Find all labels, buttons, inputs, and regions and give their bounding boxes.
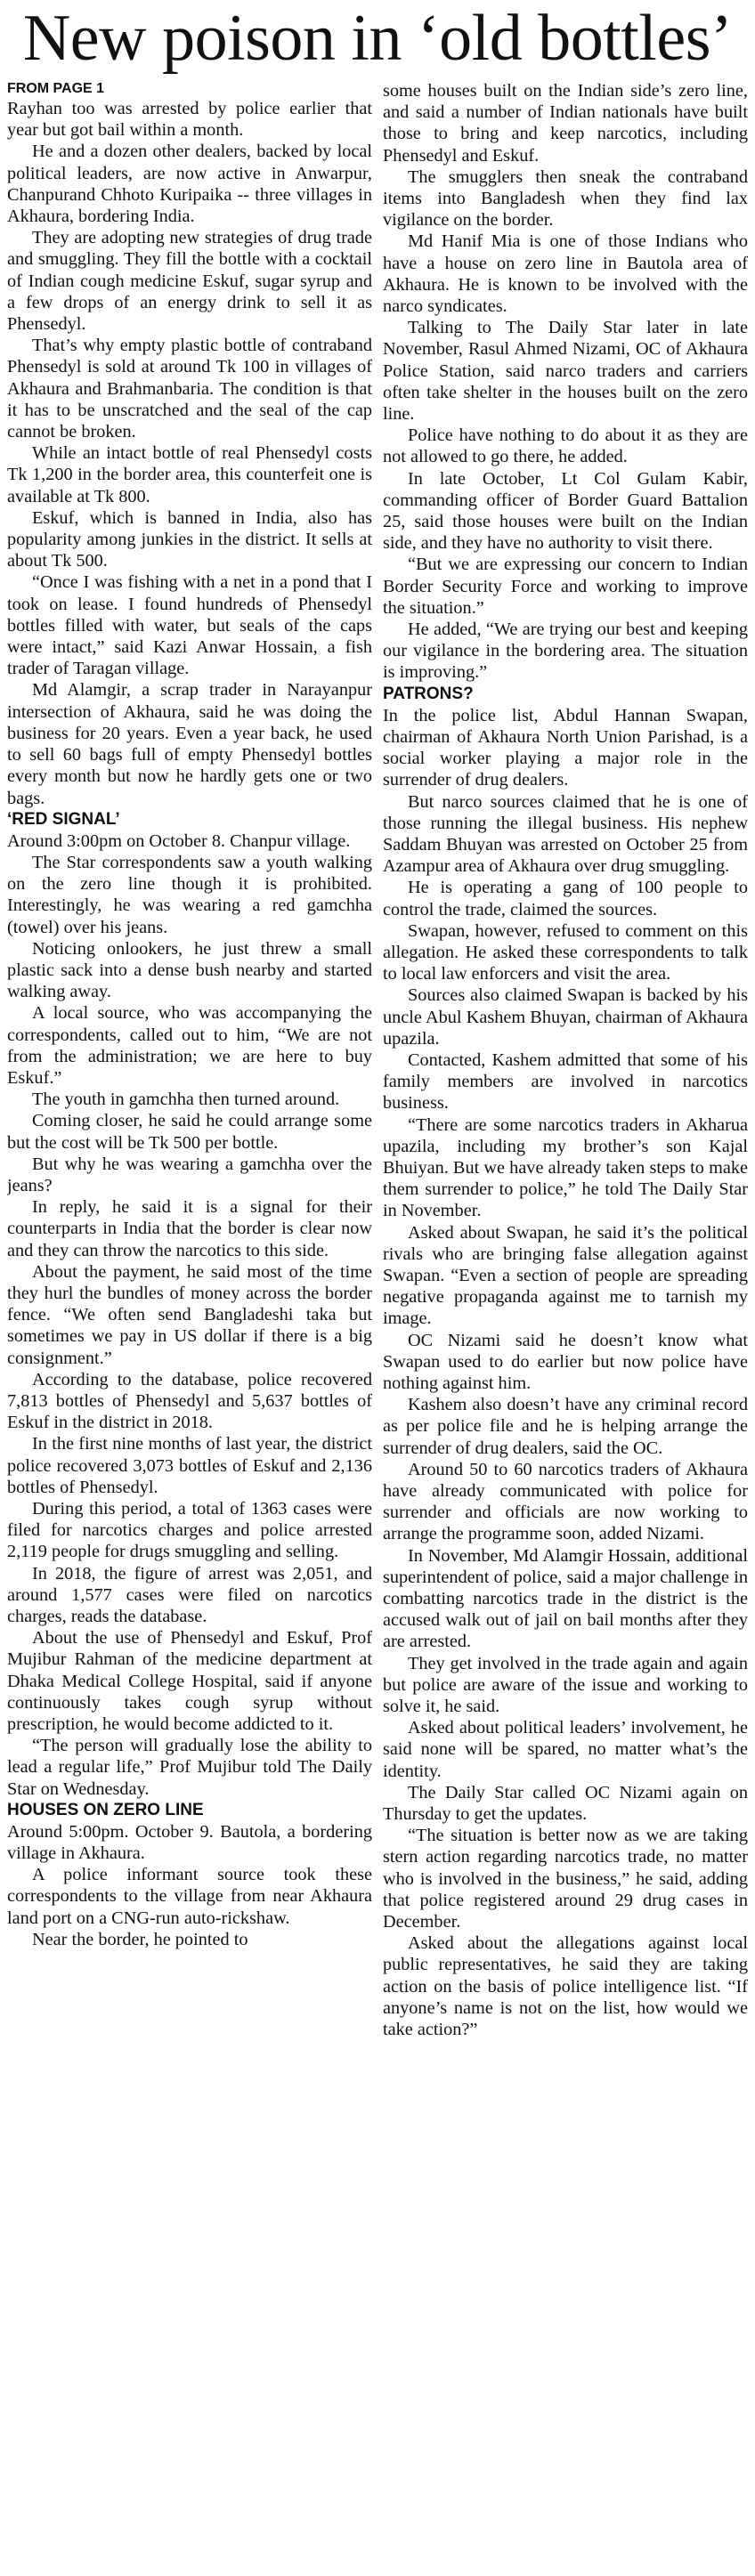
paragraph: some houses built on the Indian side’s zero line, and said a number of Indian nationals have built those to bring and keep narcotics, including Phensedyl and Eskuf. — [383, 81, 748, 166]
paragraph: Md Hanif Mia is one of those Indians who have a house on zero line in Bautola area of Akhaura. He is known to be involved with the narco syndicates. — [383, 231, 748, 317]
paragraph: Asked about Swapan, he said it’s the political rivals who are bringing false allegation against Swapan. “Even a section of people are spreading negative propaganda against me to tarnish my image. — [383, 1222, 748, 1329]
paragraph: “The situation is better now as we are taking stern action regarding narcotics trade, no matter who is involved in the business,” he said, adding that police registered around 29 drug cases in December. — [383, 1826, 748, 1932]
paragraph: “But we are expressing our concern to Indian Border Security Force and working to improve the situation.” — [383, 555, 748, 618]
paragraph: He and a dozen other dealers, backed by local political leaders, are now active in Anwarpur, Chanpurand Chhoto Kuripaika -- three villages in Akhaura, bordering India. — [7, 142, 372, 227]
paragraph: Rayhan too was arrested by police earlier that year but got bail within a month. — [7, 99, 372, 141]
paragraph: He added, “We are trying our best and keeping our vigilance in the bordering area. The situation is improving.” — [383, 620, 748, 683]
paragraph: About the payment, he said most of the time they hurl the bundles of money across the border fence. “We often send Bangladeshi taka but sometimes we pay in US dollar if there is a big consignment.” — [7, 1261, 372, 1368]
paragraph: In the first nine months of last year, the district police recovered 3,073 bottles of Eskuf and 2,136 bottles of Phensedyl. — [7, 1434, 372, 1497]
paragraph: In reply, he said it is a signal for their counterparts in India that the border is clear now and they can throw the narcotics to this side. — [7, 1197, 372, 1260]
section-subhead: PATRONS? — [383, 684, 474, 703]
paragraph: According to the database, police recovered 7,813 bottles of Phensedyl and 5,637 bottles of Eskuf in the district in 2018. — [7, 1369, 372, 1433]
paragraph: A local source, who was accompanying the correspondents, called out to him, “We are not from the administration; we are here to buy Eskuf.” — [7, 1003, 372, 1088]
paragraph: Kashem also doesn’t have any criminal record as per police file and he is helping arrange the surrender of drug dealers, said the OC. — [383, 1395, 748, 1458]
paragraph: Near the border, he pointed to — [32, 1929, 248, 1949]
paragraph: Sources also claimed Swapan is backed by his uncle Abul Kashem Bhuyan, chairman of Akhaura upazila. — [383, 985, 748, 1049]
paragraph: In the police list, Abdul Hannan Swapan, chairman of Akhaura North Union Parishad, is a social worker playing a major role in the surrender of drug dealers. — [383, 705, 748, 790]
paragraph: While an intact bottle of real Phensedyl costs Tk 1,200 in the border area, this counterfeit one is available at Tk 800. — [7, 443, 372, 506]
paragraph: The smugglers then sneak the contraband items into Bangladesh when they find lax vigilance on the border. — [383, 166, 748, 231]
headline: New poison in ‘old bottles’ — [22, 2, 733, 75]
paragraph: Eskuf, which is banned in India, also has popularity among junkies in the district. It sells at about Tk 500. — [7, 507, 372, 571]
paragraph: But why he was wearing a gamchha over the jeans? — [7, 1154, 372, 1195]
paragraph: But narco sources claimed that he is one of those running the illegal business. His nephew Saddam Bhuyan was arrested on October 25 from Azampur area of Akhaura over drug smuggling. — [383, 791, 748, 877]
article-body — [7, 80, 748, 2572]
paragraph: Talking to The Daily Star later in late November, Rasul Ahmed Nizami, OC of Akhaura Police Station, said narco traders and carriers often take shelter in the houses built on the zero line. — [383, 318, 748, 425]
paragraph: The Daily Star called OC Nizami again on Thursday to get the updates. — [383, 1782, 748, 1825]
section-subhead: ‘RED SIGNAL’ — [7, 809, 120, 829]
paragraph: “The person will gradually lose the ability to lead a regular life,” Prof Mujibur told The Daily Star on Wednesday. — [7, 1736, 372, 1799]
paragraph: Contacted, Kashem admitted that some of his family members are involved in narcotics business. — [383, 1049, 748, 1114]
paragraph: Noticing onlookers, he just threw a small plastic sack into a dense bush nearby and started walking away. — [7, 938, 372, 1002]
paragraph: In November, Md Alamgir Hossain, additional superintendent of police, said a major challenge in combatting narcotics trade in the district is the accused walk out of jail on bail months after they are arrested. — [383, 1545, 748, 1652]
paragraph: Police have nothing to do about it as they are not allowed to go there, he added. — [383, 425, 748, 467]
paragraph: Swapan, however, refused to comment on this allegation. He asked these correspondents to talk to local law enforcers and visit the area. — [383, 920, 748, 984]
paragraph: Around 3:00pm on October 8. Chanpur village. — [7, 830, 351, 851]
paragraph: Coming closer, he said he could arrange some but the cost will be Tk 500 per bottle. — [7, 1111, 372, 1153]
paragraph: The youth in gamchha then turned around. — [32, 1090, 340, 1110]
paragraph: That’s why empty plastic bottle of contraband Phensedyl is sold at around Tk 100 in villages of Akhaura and Brahmanbaria. The condition is that it has to be unscratched and the seal of the cap cannot be broken. — [7, 336, 372, 442]
paragraph: About the use of Phensedyl and Eskuf, Prof Mujibur Rahman of the medicine department at Dhaka Medical College Hospital, said if anyone continuously takes cough syrup without prescription, he would become addicted to it. — [7, 1628, 372, 1735]
paragraph: The Star correspondents saw a youth walking on the zero line though it is prohibited. Interestingly, he was wearing a red gamchha (towel) over his jeans. — [7, 852, 372, 937]
paragraph: They are adopting new strategies of drug trade and smuggling. They fill the bottle with a cocktail of Indian cough medicine Eskuf, sugar syrup and a few drops of an energy drink to sell it as Phensedyl. — [7, 228, 372, 335]
paragraph: “There are some narcotics traders in Akharua upazila, including my brother’s son Kajal Bhuiyan. But we have already taken steps to make them surrender to police,” he told The Daily Star in November. — [383, 1114, 748, 1221]
paragraph: During this period, a total of 1363 cases were filed for narcotics charges and police arrested 2,119 people for drugs smuggling and selling. — [7, 1499, 372, 1562]
paragraph: Md Alamgir, a scrap trader in Narayanpur intersection of Akhaura, said he was doing the business for 20 years. Even a year back, he used to sell 60 bags full of empty Phensedyl bottles every month but now he hardly gets one or two bags. — [7, 680, 372, 808]
paragraph: Asked about political leaders’ involvement, he said none will be spared, no matter what’s the identity. — [383, 1718, 748, 1781]
right-column — [383, 80, 748, 2572]
kicker: FROM PAGE 1 — [7, 81, 105, 96]
left-column — [7, 80, 372, 2572]
paragraph: OC Nizami said he doesn’t know what Swapan used to do earlier but now police have nothing against him. — [383, 1330, 748, 1393]
paragraph: A police informant source took these correspondents to the village from near Akhaura land port on a CNG-run auto-rickshaw. — [7, 1865, 372, 1928]
paragraph: Asked about the allegations against local public representatives, he said they are taking action on the basis of police intelligence list. “If anyone’s name is not on the list, how would we take action?” — [383, 1933, 748, 2040]
paragraph: In 2018, the figure of arrest was 2,051, and around 1,577 cases were filed on narcotics charges, reads the database. — [7, 1563, 372, 1627]
paragraph: “Once I was fishing with a net in a pond that I took on lease. I found hundreds of Phensedyl bottles filled with water, but seals of the caps were intact,” said Kazi Anwar Hossain, a fish trader of Taragan village. — [7, 572, 372, 679]
paragraph: He is operating a gang of 100 people to control the trade, claimed the sources. — [383, 878, 748, 919]
paragraph: Around 50 to 60 narcotics traders of Akhaura have already communicated with police for surrender and officials are now working to arrange the programme soon, added Nizami. — [383, 1459, 748, 1544]
paragraph: In late October, Lt Col Gulam Kabir, commanding officer of Border Guard Battalion 25, said those houses were built on the Indian side, and they have no authority to visit there. — [383, 468, 748, 554]
paragraph: They get involved in the trade again and again but police are aware of the issue and working to solve it, he said. — [383, 1653, 748, 1717]
paragraph: Around 5:00pm. October 9. Bautola, a bordering village in Akhaura. — [7, 1821, 372, 1864]
section-subhead: HOUSES ON ZERO LINE — [7, 1800, 204, 1819]
